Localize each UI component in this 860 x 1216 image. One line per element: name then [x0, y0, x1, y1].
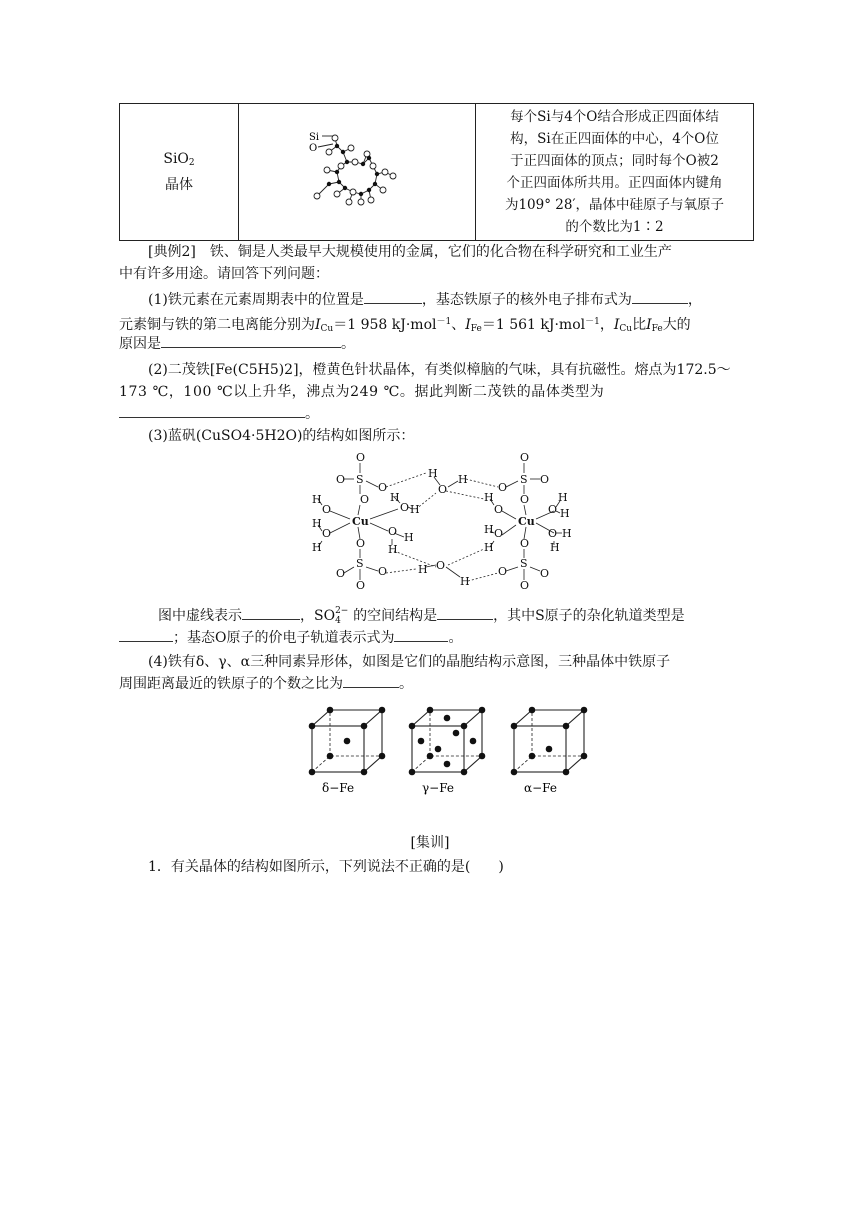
q1-reason-label: 原因是	[119, 336, 161, 352]
q3-after-line1	[158, 605, 685, 627]
svg-text:H: H	[458, 473, 468, 486]
q3-blank-geometry	[437, 605, 493, 620]
svg-text:S: S	[356, 473, 364, 486]
delta-fe-cell	[309, 707, 386, 795]
q1-symbol-i: I	[613, 317, 620, 333]
svg-text:O: O	[520, 579, 530, 592]
sio2-desc-line: 每个Si与4个O结合形成正四面体结	[510, 109, 719, 125]
svg-text:S: S	[520, 473, 528, 486]
svg-text:O: O	[322, 527, 332, 540]
sio2-desc-line: 个正四面体所共用。正四面体内键角	[506, 175, 723, 191]
q4-end: 。	[399, 676, 413, 692]
q1-fe-subscript: Fe	[470, 324, 482, 334]
q3-end: 。	[448, 630, 463, 646]
q3-so4-charge: 2−	[335, 606, 349, 616]
svg-text:O: O	[520, 451, 530, 464]
q2-line2: 173 ℃，100 ℃以上升华，沸点为249 ℃。据此判断二茂铁的晶体类型为	[119, 384, 605, 400]
svg-text:Cu: Cu	[352, 515, 369, 528]
sio2-table	[119, 103, 754, 241]
delta-fe-label: δ−Fe	[322, 781, 355, 795]
svg-text:O: O	[548, 527, 558, 540]
sio2-desc-line: 构，Si在正四面体的中心，4个O位	[510, 131, 719, 147]
q4-blank-ratio	[343, 673, 399, 688]
q3-so4-subscript: 4	[335, 616, 341, 626]
sio2-crystal-label: 晶体	[165, 177, 193, 193]
svg-text:O: O	[540, 567, 550, 580]
example-intro-line1: [典例2] 铁、铜是人类最早大规模使用的金属，它们的化合物在科学研究和工业生产	[148, 244, 672, 260]
svg-text:O: O	[494, 527, 504, 540]
svg-text:H: H	[550, 541, 560, 554]
sio2-desc-line: 的个数比为1∶2	[565, 219, 664, 235]
q2-line3	[119, 403, 319, 425]
svg-text:H: H	[312, 541, 322, 554]
q3-blank-hybrid	[119, 627, 173, 642]
svg-text:H: H	[428, 467, 438, 480]
svg-text:H: H	[410, 503, 420, 516]
sio2-diagram-cell	[239, 104, 476, 241]
svg-text:O: O	[540, 473, 550, 486]
q1-comma: ，	[599, 317, 614, 333]
svg-text:H: H	[562, 527, 572, 540]
svg-text:O: O	[548, 503, 558, 516]
svg-text:H: H	[312, 517, 322, 530]
section-title: [集训]	[410, 835, 450, 851]
sio2-desc-line: 于正四面体的顶点；同时每个O被2	[510, 153, 719, 169]
q4-line2	[119, 673, 413, 695]
q3-hybrid-label: ，其中S原子的杂化轨道类型是	[493, 608, 685, 624]
svg-text:H: H	[418, 563, 428, 576]
q3-line1: (3)蓝矾(CuSO4·5H2O)的结构如图所示：	[148, 428, 415, 444]
q3-blank-dashed	[242, 605, 300, 620]
q3-so4-indices	[335, 606, 353, 626]
q1-cu-value: ＝1 958 kJ·mol	[333, 317, 437, 333]
q3-geometry-label: 的空间结构是	[353, 608, 438, 624]
svg-text:O: O	[436, 559, 446, 572]
svg-text:H: H	[312, 493, 322, 506]
cuso4-atom-labels	[312, 451, 572, 592]
training-question-1: 1．有关晶体的结构如图所示，下列说法不正确的是( )	[148, 859, 504, 875]
svg-text:O: O	[336, 567, 346, 580]
q4-ratio-label: 周围距离最近的铁原子的个数之比为	[119, 676, 343, 692]
q4-line1: (4)铁有δ、γ、α三种同素异形体，如图是它们的晶胞结构示意图，三种晶体中铁原子	[148, 654, 671, 670]
q1-cu-subscript: Cu	[619, 324, 633, 334]
q1-cu-subscript: Cu	[320, 324, 334, 334]
q1-fe-value: ＝1 561 kJ·mol	[481, 317, 586, 333]
o-legend-label: O	[309, 143, 318, 154]
svg-text:O: O	[388, 525, 398, 538]
q1-line3	[119, 333, 355, 355]
q1-blank-reason	[161, 333, 341, 348]
q2-blank-crystal-type	[119, 403, 305, 418]
alpha-fe-label: α−Fe	[524, 781, 557, 795]
q1-text-a: (1)铁元素在元素周期表中的位置是	[148, 292, 364, 308]
svg-text:Cu: Cu	[518, 515, 535, 528]
q3-after-line2	[119, 627, 462, 649]
svg-text:H: H	[390, 491, 400, 504]
svg-text:O: O	[378, 481, 388, 494]
sio2-formula: SiO	[163, 151, 189, 167]
svg-text:O: O	[520, 537, 530, 550]
svg-text:S: S	[356, 557, 364, 570]
q1-symbol-i: I	[646, 317, 652, 333]
svg-text:O: O	[400, 501, 410, 514]
q1-blank-position	[364, 289, 422, 304]
svg-text:H: H	[484, 491, 494, 504]
q2-line1: (2)二茂铁[Fe(C5H5)2]，橙黄色针状晶体，有类似樟脑的气味，具有抗磁性。熔点为172.5～	[148, 362, 731, 378]
svg-text:O: O	[498, 565, 508, 578]
q1-separator: 、	[451, 317, 466, 333]
svg-text:H: H	[484, 541, 494, 554]
svg-text:H: H	[460, 575, 470, 588]
svg-text:O: O	[322, 503, 332, 516]
gamma-fe-label: γ−Fe	[422, 781, 454, 795]
svg-text:O: O	[356, 451, 366, 464]
svg-text:H: H	[560, 507, 570, 520]
svg-text:H: H	[404, 531, 414, 544]
svg-text:O: O	[356, 579, 366, 592]
sio2-description-cell	[476, 104, 754, 241]
q1-line1: (1)铁元素在元素周期表中的位置是 ，基态铁原子的核外电子排布式为 ，	[148, 289, 702, 311]
svg-text:O: O	[438, 483, 448, 496]
svg-text:H: H	[388, 543, 398, 556]
q3-dashed-label: 图中虚线表示	[158, 608, 242, 624]
q1-fe-subscript: Fe	[651, 324, 663, 334]
svg-text:S: S	[520, 557, 528, 570]
q1-end: 。	[341, 336, 355, 352]
q1-unit-exp: －1	[585, 317, 600, 327]
q1-text-b: ，基态铁原子的核外电子排布式为	[421, 292, 632, 308]
alpha-fe-cell	[511, 707, 588, 795]
sio2-desc-line: 为109° 28′，晶体中硅原子与氧原子	[504, 197, 725, 213]
svg-text:O: O	[498, 481, 508, 494]
q1-text-ionization: 元素铜与铁的第二电离能分别为	[119, 317, 315, 333]
svg-text:O: O	[378, 565, 388, 578]
q1-unit-exp: －1	[436, 317, 452, 327]
gamma-fe-cell	[409, 707, 486, 795]
svg-text:H: H	[484, 523, 494, 536]
q2-end: 。	[305, 406, 319, 422]
sio2-subscript: 2	[188, 158, 195, 168]
iron-unit-cells	[302, 700, 592, 796]
svg-text:O: O	[356, 537, 366, 550]
svg-text:O: O	[360, 493, 370, 506]
example-intro-line2: 中有许多用途。请回答下列问题：	[119, 266, 329, 282]
q1-blank-config	[632, 289, 688, 304]
q1-compare-word: 比	[632, 317, 647, 333]
q1-larger-word: 大的	[662, 317, 691, 333]
q3-blank-orbital	[394, 627, 448, 642]
svg-text:O: O	[336, 473, 346, 486]
svg-text:O: O	[520, 493, 530, 506]
si-legend-label: Si	[309, 132, 320, 143]
sio2-label-cell	[120, 104, 239, 241]
svg-text:H: H	[558, 491, 568, 504]
q3-so4-formula: ，SO	[300, 608, 336, 624]
svg-text:O: O	[494, 503, 504, 516]
q1-symbol-i: I	[465, 317, 471, 333]
cuso4-structure-diagram	[308, 447, 588, 597]
q1-symbol-i: I	[315, 317, 321, 333]
q3-orbital-label: ；基态O原子的价电子轨道表示式为	[173, 630, 395, 646]
sio2-structure-diagram	[307, 128, 407, 212]
